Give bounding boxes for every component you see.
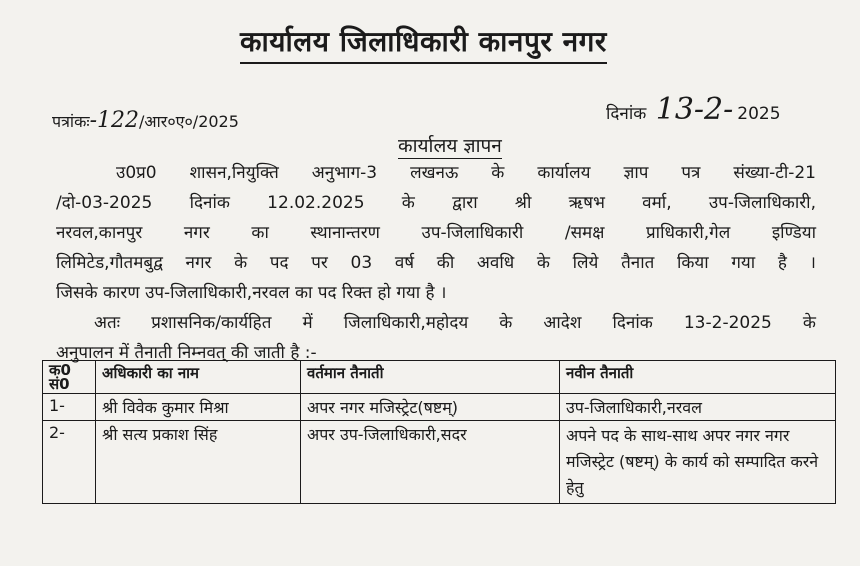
date-year: 2025 — [737, 104, 781, 124]
header-officer-name: अधिकारी का नाम — [96, 361, 301, 394]
cell-officer-name: श्री विवेक कुमार मिश्रा — [96, 394, 301, 421]
postings-table — [42, 360, 836, 504]
reference-label: पत्रांकः — [52, 112, 90, 131]
reference-number — [52, 108, 239, 133]
reference-number-handwritten: -122 — [89, 108, 140, 133]
table-header-row — [43, 361, 836, 394]
body-line: अतः प्रशासनिक/कार्यहित में जिलाधिकारी,महोदय के आदेश दिनांक 13-2-2025 के — [94, 313, 816, 333]
memo-title: कार्यालय ज्ञापन — [398, 132, 502, 159]
table-row — [43, 394, 836, 421]
paragraph-order — [56, 308, 816, 368]
body-line: नरवल,कानपुर नगर का स्थानान्तरण उप-जिलाधिकारी /समक्ष प्राधिकारी,गेल इण्डिया — [56, 223, 816, 243]
paragraph-transfer-notice — [56, 158, 816, 308]
date-handwritten: 13-2- — [655, 92, 734, 127]
header-serial-line2: सं0 — [49, 375, 70, 393]
header-current-posting: वर्तमान तैनाती — [301, 361, 560, 394]
body-line: अनुपालन में तैनाती निम्नवत् की जाती है :- — [56, 343, 317, 363]
body-line: लिमिटेड,गौतमबुद्व नगर के पद पर 03 वर्ष की अवधि के लिये तैनात किया गया है । — [56, 253, 816, 273]
cell-serial: 2- — [43, 421, 96, 504]
date-label: दिनांक — [606, 104, 647, 124]
header-serial-line1: क0 — [49, 361, 71, 379]
cell-new-posting: अपने पद के साथ-साथ अपर नगर नगर मजिस्ट्रेट (षष्टम्) के कार्य को सम्पादित करने हेतु — [560, 421, 836, 504]
cell-current-posting: अपर नगर मजिस्ट्रेट(षष्टम्) — [301, 394, 560, 421]
cell-officer-name: श्री सत्य प्रकाश सिंह — [96, 421, 301, 504]
header-serial-number — [43, 361, 96, 394]
cell-new-posting: उप-जिलाधिकारी,नरवल — [560, 394, 836, 421]
body-line: जिसके कारण उप-जिलाधिकारी,नरवल का पद रिक्त हो गया है । — [56, 283, 447, 303]
body-line: /दो-03-2025 दिनांक 12.02.2025 के द्वारा श्री ऋषभ वर्मा, उप-जिलाधिकारी, — [56, 193, 816, 213]
body-line: उ0प्र0 शासन,नियुक्ति अनुभाग-3 लखनऊ के कार्यालय ज्ञाप पत्र संख्या-टी-21 — [116, 163, 816, 183]
table-row — [43, 421, 836, 504]
cell-serial: 1- — [43, 394, 96, 421]
issue-date — [606, 92, 781, 127]
header-new-posting: नवीन तैनाती — [560, 361, 836, 394]
office-title: कार्यालय जिलाधिकारी कानपुर नगर — [240, 22, 607, 64]
memo-body — [56, 158, 816, 368]
cell-current-posting: अपर उप-जिलाधिकारी,सदर — [301, 421, 560, 504]
reference-suffix: /आर०ए०/2025 — [139, 112, 239, 131]
